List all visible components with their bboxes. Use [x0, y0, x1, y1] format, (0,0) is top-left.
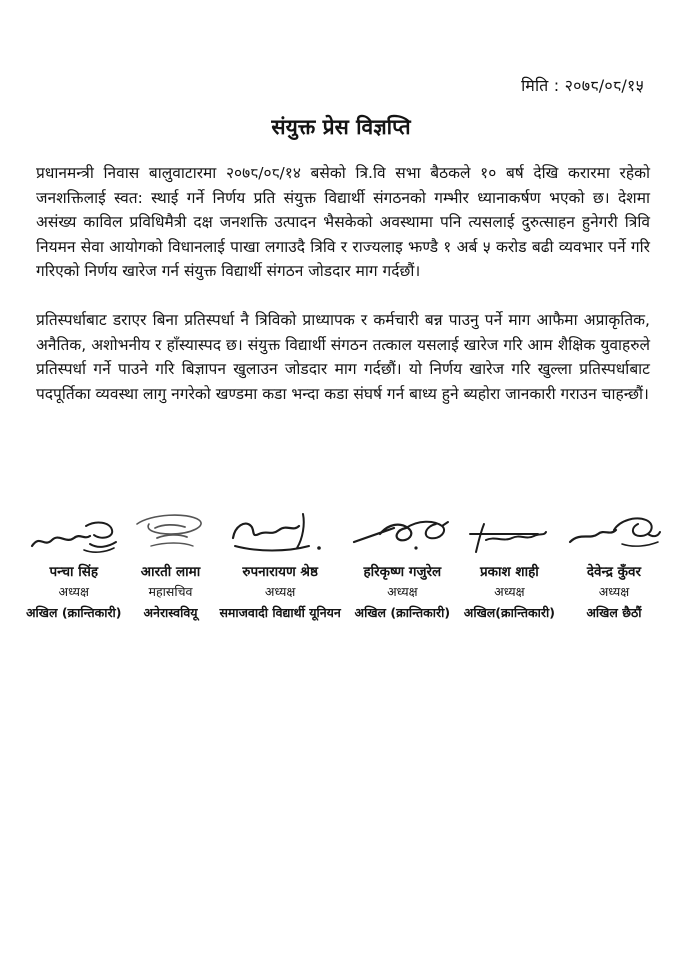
- signatory-role: अध्यक्ष: [58, 584, 89, 599]
- signature-scribble-icon: [350, 508, 455, 558]
- signatory-organization: अखिल(क्रान्तिकारी): [463, 605, 555, 620]
- signatory-organization: समाजवादी विद्यार्थी यूनियन: [219, 605, 341, 620]
- signatory-organization: अखिल (क्रान्तिकारी): [26, 605, 122, 620]
- signatory-role: अध्यक्ष: [598, 584, 630, 599]
- signatory-block-4: [350, 508, 455, 621]
- signature-scribble-icon: [26, 508, 121, 558]
- signatory-name: हरिकृष्ण गजुरेल: [363, 564, 442, 580]
- document-title: संयुक्त प्रेस विज्ञप्ति: [271, 115, 411, 139]
- signatory-organization: अनेरास्ववियू: [143, 605, 198, 620]
- paragraph-1: प्रधानमन्त्री निवास बालुवाटारमा २०७८/०८/१४ बसेको त्रि.वि सभा बैठकले १० बर्ष देखि करारमा रहेको जनशक्तिलाई स्वत: स्थाई गर्ने निर्णय प्रति संयुक्त विद्यार्थी संगठनको गम्भीर ध्यानाकर्षण भएको छ। देशमा असंख्य काविल प्रविधिमैत्री दक्ष जनशक्ति उत्पादन भैसकेको अवस्थामा पनि त्यसलाई दुरुत्साहन हुनेगरी त्रिवि नियमन सेवा आयोगको विधानलाई पाखा लगाउदै त्रिवि र राज्यलाइ झण्डै १ अर्ब ५ करोड बढी व्यवभार पर्ने गरि गरिएको निर्णय खारेज गर्न संयुक्त विद्यार्थी संगठन जोडदार माग गर्दछौं।: [36, 164, 650, 281]
- signatory-role: अध्यक्ष: [387, 584, 418, 599]
- signatory-block-3: [219, 508, 340, 621]
- signature-row: [26, 508, 664, 621]
- signature-scribble-icon: [564, 508, 664, 558]
- signatory-block-6: [564, 508, 664, 621]
- signatory-organization: अखिल (क्रान्तिकारी): [354, 605, 451, 620]
- signatory-role: महासचिव: [148, 584, 193, 599]
- paragraph-2: प्रतिस्पर्धाबाट डराएर बिना प्रतिस्पर्धा नै त्रिविको प्राध्यापक र कर्मचारी बन्न पाउनु पर्ने माग आफैमा अप्राकृतिक, अनैतिक, अशोभनीय र हाँस्यास्पद छ। संयुक्त विद्यार्थी संगठन तत्काल यसलाई खारेज गरि आम शैक्षिक युवाहरुले प्रतिस्पर्धा गर्ने पाउने गरि बिज्ञापन खुलाउन जोडदार माग गर्दछौं। यो निर्णय खारेज गरि खुल्ला प्रतिस्पर्धाबाट पदपूर्तिका व्यवस्था लागु नगरेको खण्डमा कडा भन्दा कडा संघर्ष गर्न बाध्य हुने ब्यहोरा जानकारी गराउन चाहन्छौं।: [36, 310, 650, 403]
- signature-scribble-icon: [131, 508, 211, 558]
- document-body: [36, 161, 650, 430]
- signature-scribble-icon: [225, 508, 335, 558]
- signatory-block-1: [26, 508, 122, 621]
- signatory-role: अध्यक्ष: [264, 584, 296, 599]
- signature-scribble-icon: [464, 508, 554, 558]
- signatory-name: रुपनारायण श्रेष्ठ: [242, 564, 318, 580]
- document-date: मिति : २०७८/०८/१५: [521, 76, 644, 95]
- signatory-block-2: [131, 508, 211, 621]
- signatory-organization: अखिल छैठौं: [586, 605, 642, 620]
- signatory-name: आरती लामा: [140, 564, 201, 580]
- signatory-name: देवेन्द्र कुँवर: [586, 564, 641, 580]
- signatory-name: प्रकाश शाही: [479, 564, 539, 580]
- signatory-name: पन्चा सिंह: [49, 564, 99, 580]
- signatory-block-5: [464, 508, 555, 621]
- signatory-role: अध्यक्ष: [494, 584, 525, 599]
